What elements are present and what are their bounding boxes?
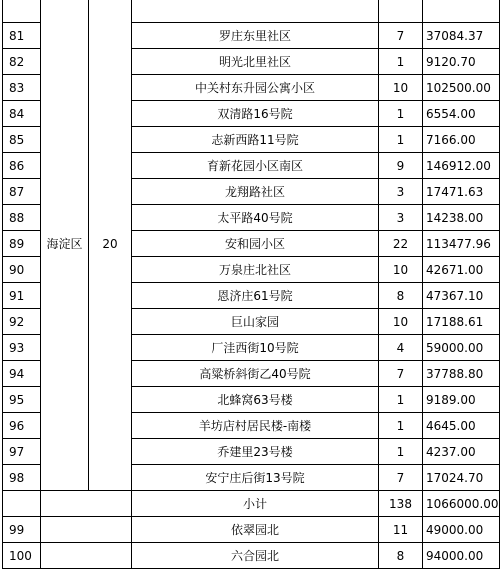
data-table-container xyxy=(2,0,499,569)
area-value: 37084.37 xyxy=(423,23,500,49)
row-number: 89 xyxy=(3,231,41,257)
community-name: 志新西路11号院 xyxy=(132,127,379,153)
table-row xyxy=(3,0,500,23)
community-name: 育新花园小区南区 xyxy=(132,153,379,179)
building-count: 4 xyxy=(379,335,423,361)
area-value xyxy=(423,0,500,23)
area-value: 49000.00 xyxy=(423,517,500,543)
area-value: 4237.00 xyxy=(423,439,500,465)
row-number: 99 xyxy=(3,517,41,543)
building-count: 10 xyxy=(379,75,423,101)
area-value: 113477.96 xyxy=(423,231,500,257)
building-count: 7 xyxy=(379,23,423,49)
row-number: 86 xyxy=(3,153,41,179)
row-number: 96 xyxy=(3,413,41,439)
district-cell: 海淀区 xyxy=(41,0,89,491)
area-value: 9189.00 xyxy=(423,387,500,413)
community-name: 高粱桥斜街乙40号院 xyxy=(132,361,379,387)
building-count: 1 xyxy=(379,49,423,75)
building-count: 11 xyxy=(379,517,423,543)
community-name: 太平路40号院 xyxy=(132,205,379,231)
district-empty xyxy=(41,491,132,517)
row-number: 90 xyxy=(3,257,41,283)
row-number: 98 xyxy=(3,465,41,491)
housing-table xyxy=(2,0,500,569)
community-name: 羊坊店村居民楼-南楼 xyxy=(132,413,379,439)
area-value: 59000.00 xyxy=(423,335,500,361)
building-count: 8 xyxy=(379,543,423,569)
area-value: 17024.70 xyxy=(423,465,500,491)
building-count: 10 xyxy=(379,257,423,283)
community-name: 依翠园北 xyxy=(132,517,379,543)
row-number: 93 xyxy=(3,335,41,361)
area-value: 4645.00 xyxy=(423,413,500,439)
building-count: 9 xyxy=(379,153,423,179)
subtotal-label: 小计 xyxy=(132,491,379,517)
building-count: 7 xyxy=(379,361,423,387)
building-count: 1 xyxy=(379,413,423,439)
area-value: 47367.10 xyxy=(423,283,500,309)
community-name: 六合园北 xyxy=(132,543,379,569)
row-number: 94 xyxy=(3,361,41,387)
row-number: 88 xyxy=(3,205,41,231)
district-count-cell: 20 xyxy=(89,0,132,491)
area-value: 94000.00 xyxy=(423,543,500,569)
building-count: 22 xyxy=(379,231,423,257)
subtotal-count: 138 xyxy=(379,491,423,517)
building-count: 3 xyxy=(379,179,423,205)
area-value: 14238.00 xyxy=(423,205,500,231)
district-empty xyxy=(41,517,132,543)
community-name: 厂洼西街10号院 xyxy=(132,335,379,361)
building-count: 7 xyxy=(379,465,423,491)
building-count: 10 xyxy=(379,309,423,335)
area-value: 102500.00 xyxy=(423,75,500,101)
building-count: 1 xyxy=(379,127,423,153)
row-number: 100 xyxy=(3,543,41,569)
building-count: 8 xyxy=(379,283,423,309)
community-name xyxy=(132,0,379,23)
area-value: 6554.00 xyxy=(423,101,500,127)
row-number: 97 xyxy=(3,439,41,465)
area-value: 146912.00 xyxy=(423,153,500,179)
area-value: 7166.00 xyxy=(423,127,500,153)
table-row xyxy=(3,517,500,543)
community-name: 安宁庄后街13号院 xyxy=(132,465,379,491)
table-row xyxy=(3,543,500,569)
building-count: 1 xyxy=(379,439,423,465)
subtotal-area: 1066000.00 xyxy=(423,491,500,517)
community-name: 恩济庄61号院 xyxy=(132,283,379,309)
row-number: 84 xyxy=(3,101,41,127)
building-count: 1 xyxy=(379,101,423,127)
row-number: 95 xyxy=(3,387,41,413)
community-name: 龙翔路社区 xyxy=(132,179,379,205)
community-name: 中关村东升园公寓小区 xyxy=(132,75,379,101)
district-empty xyxy=(41,543,132,569)
community-name: 北蜂窝63号楼 xyxy=(132,387,379,413)
row-number: 85 xyxy=(3,127,41,153)
building-count: 1 xyxy=(379,387,423,413)
subtotal-row xyxy=(3,491,500,517)
building-count xyxy=(379,0,423,23)
community-name: 巨山家园 xyxy=(132,309,379,335)
row-number xyxy=(3,0,41,23)
row-number: 82 xyxy=(3,49,41,75)
row-number-empty xyxy=(3,491,41,517)
community-name: 明光北里社区 xyxy=(132,49,379,75)
row-number: 91 xyxy=(3,283,41,309)
community-name: 乔建里23号楼 xyxy=(132,439,379,465)
area-value: 42671.00 xyxy=(423,257,500,283)
community-name: 双清路16号院 xyxy=(132,101,379,127)
row-number: 87 xyxy=(3,179,41,205)
area-value: 17188.61 xyxy=(423,309,500,335)
area-value: 17471.63 xyxy=(423,179,500,205)
community-name: 万泉庄北社区 xyxy=(132,257,379,283)
row-number: 83 xyxy=(3,75,41,101)
table-body xyxy=(3,0,500,569)
building-count: 3 xyxy=(379,205,423,231)
area-value: 9120.70 xyxy=(423,49,500,75)
area-value: 37788.80 xyxy=(423,361,500,387)
community-name: 罗庄东里社区 xyxy=(132,23,379,49)
row-number: 81 xyxy=(3,23,41,49)
community-name: 安和园小区 xyxy=(132,231,379,257)
row-number: 92 xyxy=(3,309,41,335)
